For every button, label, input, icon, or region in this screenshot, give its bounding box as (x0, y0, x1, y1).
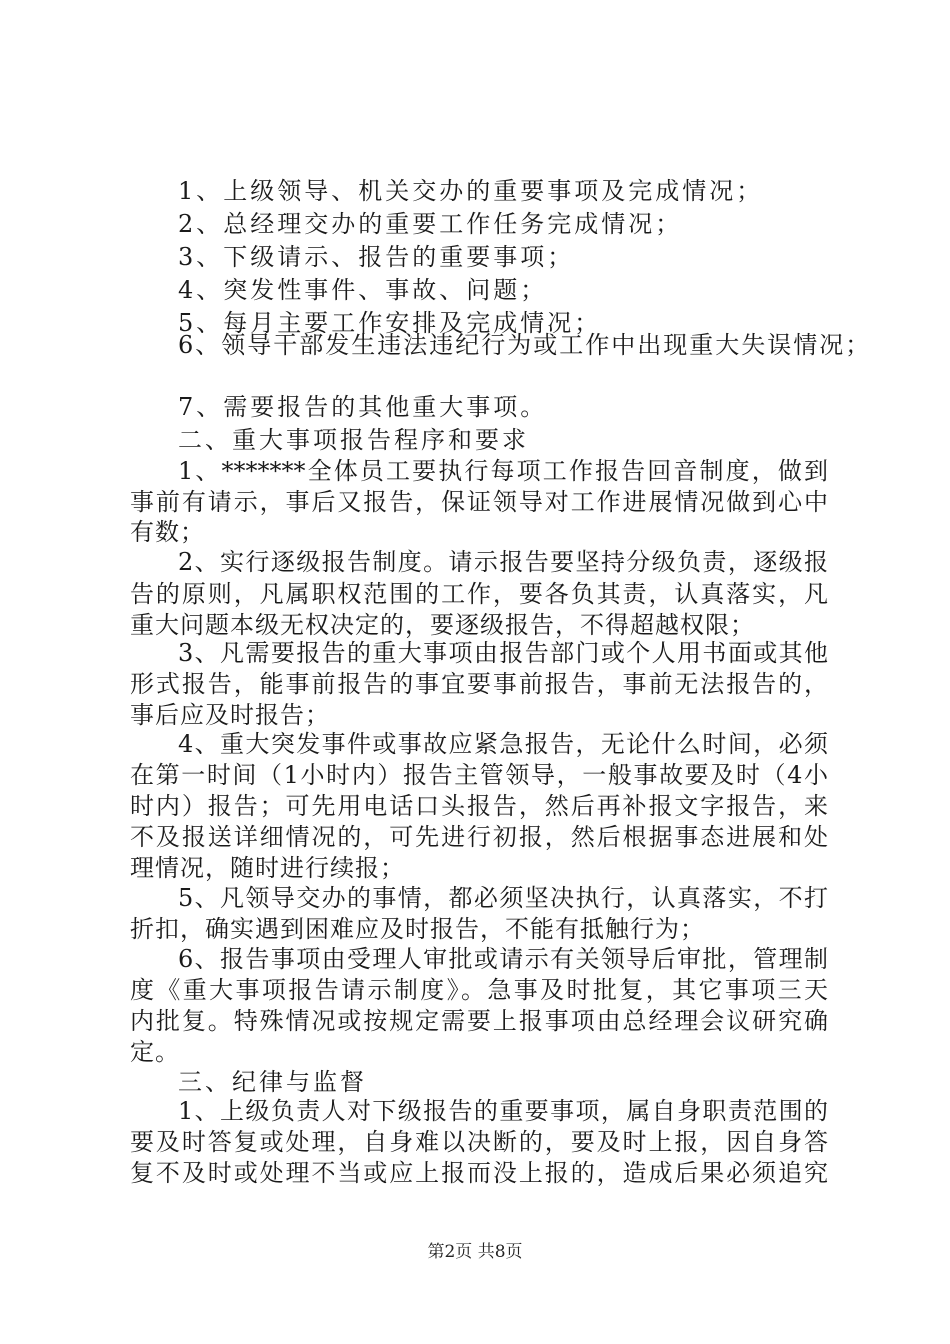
paragraph-line: 3、凡需要报告的重大事项由报告部门或个人用书面或其他 (178, 639, 828, 667)
paragraph-line: 1、*******全体员工要执行每项工作报告回音制度，做到 (178, 457, 828, 485)
paragraph-line: 重大问题本级无权决定的，要逐级报告，不得超越权限； (130, 611, 755, 639)
paragraph-line: 4、重大突发事件或事故应紧急报告，无论什么时间，必须 (178, 730, 828, 758)
paragraph-line: 形式报告，能事前报告的事宜要事前报告，事前无法报告的， (130, 670, 828, 698)
list-item-2: 2、总经理交办的重要工作任务完成情况； (178, 210, 683, 238)
paragraph-line: 6、报告事项由受理人审批或请示有关领导后审批，管理制 (178, 945, 828, 973)
paragraph-line: 折扣，确实遇到困难应及时报告，不能有抵触行为； (130, 915, 705, 943)
section-heading-3: 三、纪律与监督 (178, 1068, 367, 1096)
paragraph-line: 复不及时或处理不当或应上报而没上报的，造成后果必须追究 (130, 1159, 828, 1187)
paragraph-line: 5、凡领导交办的事情，都必须坚决执行，认真落实，不打 (178, 884, 828, 912)
page-number-footer: 第2页 共8页 (427, 1242, 523, 1262)
paragraph-line: 要及时答复或处理，自身难以决断的，要及时上报，因自身答 (130, 1128, 828, 1156)
paragraph-line: 告的原则，凡属职权范围的工作，要各负其责，认真落实，凡 (130, 580, 828, 608)
list-item-7: 7、需要报告的其他重大事项。 (178, 393, 548, 421)
paragraph-line: 2、实行逐级报告制度。请示报告要坚持分级负责，逐级报 (178, 548, 828, 576)
list-item-5: 5、每月主要工作安排及完成情况； (178, 309, 602, 337)
paragraph-line: 理情况，随时进行续报； (130, 854, 405, 882)
paragraph-line: 不及报送详细情况的，可先进行初报，然后根据事态进展和处 (130, 823, 828, 851)
paragraph-line: 1、上级负责人对下级报告的重要事项，属自身职责范围的 (178, 1097, 828, 1125)
paragraph-line: 事前有请示，事后又报告，保证领导对工作进展情况做到心中 (130, 488, 828, 516)
paragraph-line: 度《重大事项报告请示制度》。急事及时批复，其它事项三天 (130, 976, 828, 1004)
list-item-3: 3、下级请示、报告的重要事项； (178, 243, 575, 271)
paragraph-line: 在第一时间（1小时内）报告主管领导，一般事故要及时（4小 (130, 761, 828, 789)
list-item-1: 1、上级领导、机关交办的重要事项及完成情况； (178, 177, 764, 205)
section-heading-2: 二、重大事项报告程序和要求 (178, 426, 529, 454)
paragraph-line: 时内）报告；可先用电话口头报告，然后再补报文字报告，来 (130, 792, 828, 820)
list-item-4: 4、突发性事件、事故、问题； (178, 276, 548, 304)
paragraph-line: 内批复。特殊情况或按规定需要上报事项由总经理会议研究确 (130, 1007, 828, 1035)
list-item-6: 6、领导干部发生违法违纪行为或工作中出现重大失误情况； (178, 331, 872, 359)
paragraph-line: 事后应及时报告； (130, 701, 330, 729)
paragraph-line: 定。 (130, 1038, 180, 1066)
paragraph-line: 有数； (130, 518, 205, 546)
